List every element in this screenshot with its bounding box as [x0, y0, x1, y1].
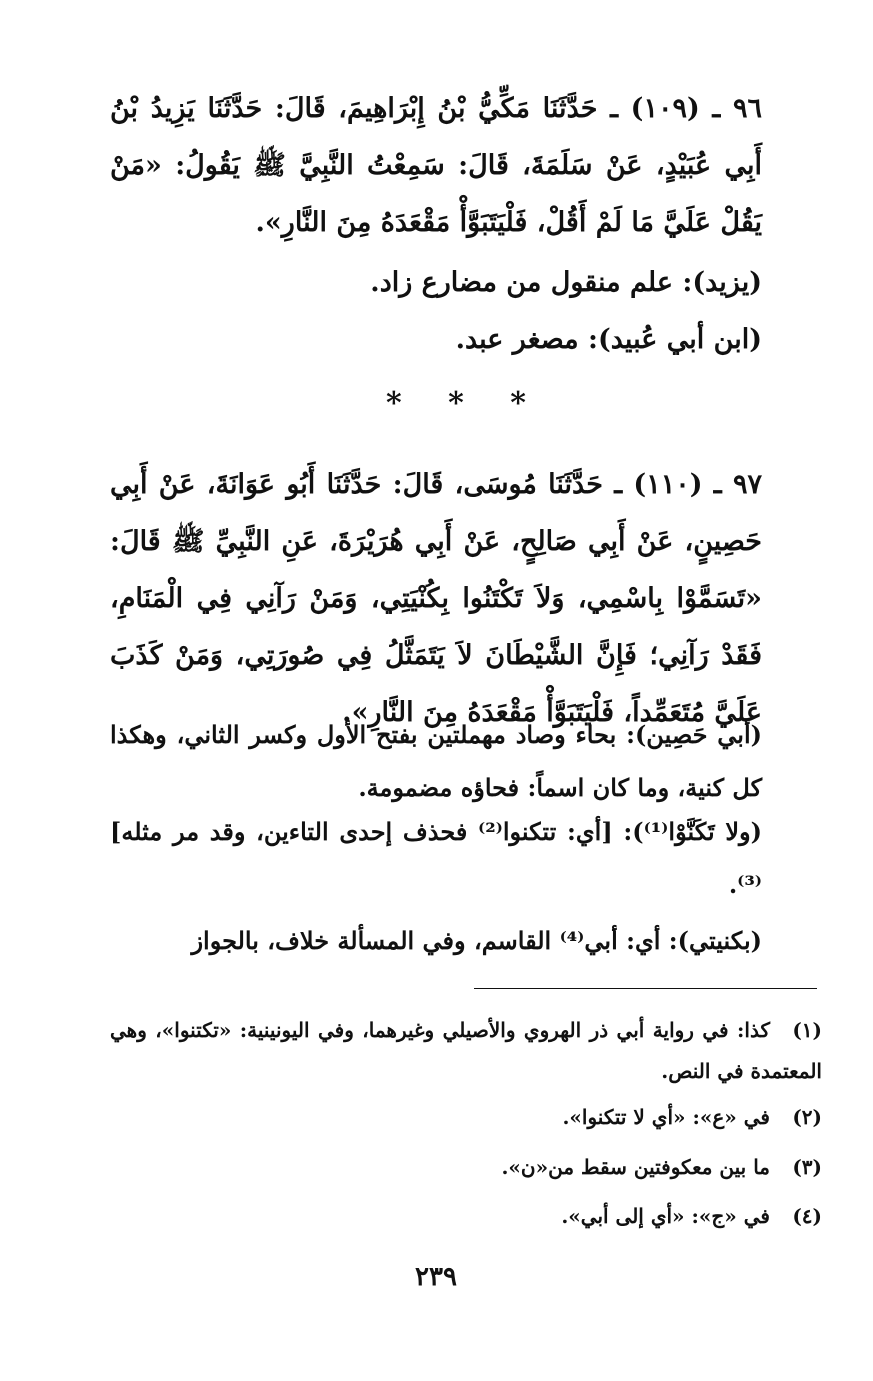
footnote-4: [110, 1196, 822, 1237]
footnote-text: كذا: في رواية أبي ذر الهروي والأصيلي وغيرهما، وفي اليونينية: «تكتنوا»، وهي المعتمدة في النص.: [110, 1018, 822, 1083]
footnote-separator: [474, 988, 817, 989]
footnote-text: ما بين معكوفتين سقط من«ن».: [501, 1155, 770, 1179]
footnote-3: [110, 1147, 822, 1188]
hadith-96-note-ibn-abi-ubaid: (ابن أبي عُبيد): مصغر عبد.: [455, 324, 762, 355]
section-separator: * * *: [386, 386, 544, 421]
footnote-number: (٤): [792, 1204, 822, 1228]
footnote-1: [110, 1010, 822, 1092]
hadith-97-text: ٩٧ ـ (١١٠) ـ حَدَّثَنَا مُوسَى، قَالَ: حَدَّثَنَا أَبُو عَوَانَةَ، عَنْ أَبِي حَصِينٍ، عَنْ أَبِي صَالِحٍ، عَنْ أَبِي هُرَيْرَةَ، عَنِ النَّبِيِّ ﷺ قَالَ: «تَسَمَّوْا بِاسْمِي، وَلاَ تَكْتَنُوا بِكُنْيَتِي، وَمَنْ رَآنِي فِي الْمَنَامِ، فَقَدْ رَآنِي؛ فَإِنَّ الشَّيْطَانَ لاَ يَتَمَثَّلُ فِي صُورَتِي، وَمَنْ كَذَبَ عَلَيَّ مُتَعَمِّداً، فَلْيَتَبَوَّأْ مَقْعَدَهُ مِنَ النَّارِ».: [110, 469, 762, 728]
footnote-number: (١): [792, 1018, 822, 1042]
hadith-97-note-abi-hasin: (أبي حَصِين): بحاء وصاد مهملتين بفتح الأول وكسر الثاني، وهكذا كل كنية، وما كان اسماً: فحاؤه مضمومة.: [110, 720, 762, 802]
footnote-text: في «ع»: «أي لا تتكنوا».: [562, 1105, 770, 1129]
footnote-number: (٢): [792, 1105, 822, 1129]
hadith-96-text: ٩٦ ـ (١٠٩) ـ حَدَّثَنَا مَكِّيُّ بْنُ إِبْرَاهِيمَ، قَالَ: حَدَّثَنَا يَزِيدُ بْنُ أَبِي عُبَيْدٍ، عَنْ سَلَمَةَ، قَالَ: سَمِعْتُ النَّبِيَّ ﷺ يَقُولُ: «مَنْ يَقُلْ عَلَيَّ مَا لَمْ أَقُلْ، فَلْيَتَبَوَّأْ مَقْعَدَهُ مِنَ النَّارِ».: [110, 93, 762, 238]
hadith-97-note-bikunyati: (بكنيتي): أي: أبي⁽⁴⁾ القاسم، وفي المسألة خلاف، بالجواز: [191, 926, 762, 955]
footnote-2: [110, 1097, 822, 1138]
footnote-text: في «ج»: «أي إلى أبي».: [561, 1204, 770, 1228]
hadith-97-note-la-takannaw: (ولا تَكَنَّوْا⁽¹⁾): [أي: تتكنوا⁽²⁾ فحذف إحدى التاءين، وقد مر مثله]⁽³⁾.: [110, 817, 762, 899]
hadith-96-note-yazid: (يزيد): علم منقول من مضارع زاد.: [370, 267, 762, 298]
page-number: ٢٣٩: [415, 1262, 457, 1292]
footnote-number: (٣): [792, 1155, 822, 1179]
